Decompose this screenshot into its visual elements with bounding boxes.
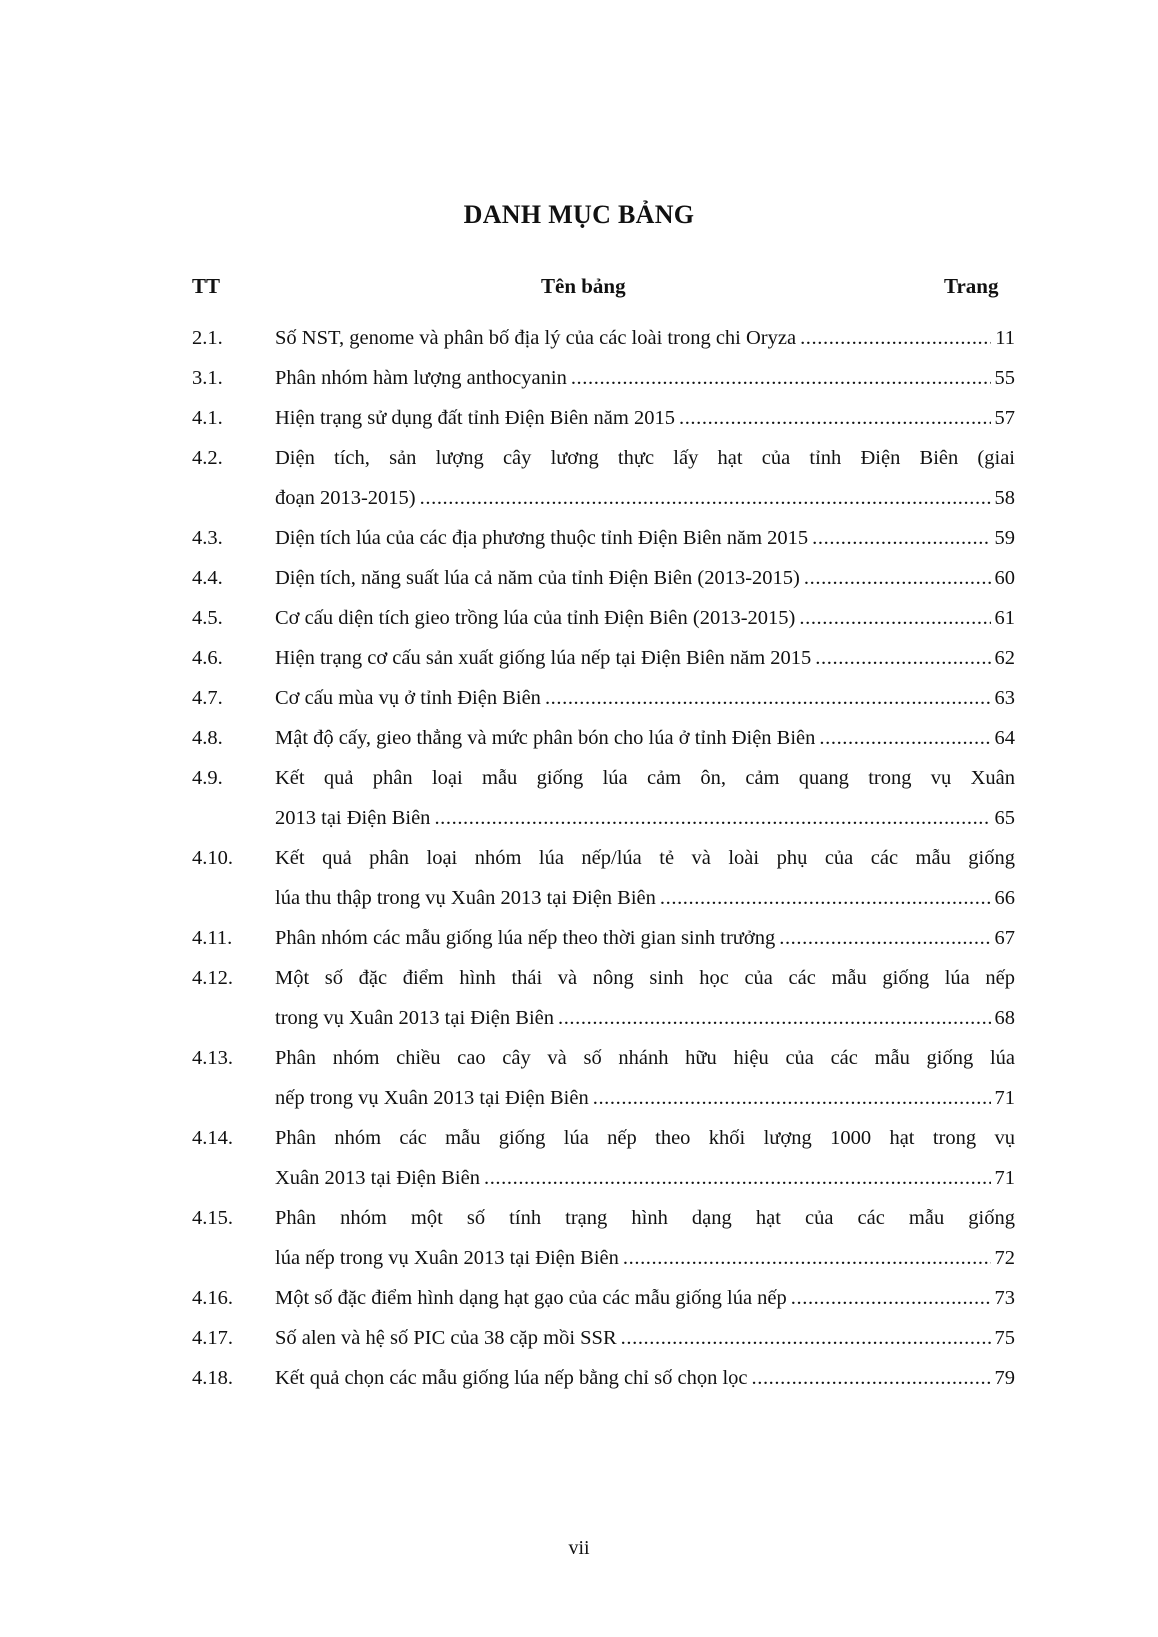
entry-title-line: Một số đặc điểm hình thái và nông sinh học của các mẫu giống lúa nếp [275, 967, 1015, 989]
entry-number: 2.1. [192, 327, 223, 349]
entry-number: 4.11. [192, 927, 233, 949]
entry-number: 4.3. [192, 527, 223, 549]
entry-leader-line [275, 1358, 1015, 1398]
dot-leader [799, 598, 990, 638]
dot-leader [621, 1318, 991, 1358]
entry-title [275, 438, 1015, 518]
list-item[interactable] [192, 598, 1015, 638]
entry-page-number: 65 [994, 807, 1015, 829]
entry-title [275, 1118, 1015, 1198]
entry-title-line: Kết quả phân loại nhóm lúa nếp/lúa tẻ và loài phụ của các mẫu giống [275, 847, 1015, 869]
list-item[interactable] [192, 758, 1015, 838]
entry-title-line: Hiện trạng cơ cấu sản xuất giống lúa nếp tại Điện Biên năm 2015 [275, 647, 812, 669]
entry-title [275, 1198, 1015, 1278]
entry-title [275, 1278, 1015, 1318]
entry-title-line: lúa nếp trong vụ Xuân 2013 tại Điện Biên [275, 1247, 619, 1269]
list-item[interactable] [192, 718, 1015, 758]
entry-title [275, 958, 1015, 1038]
entry-title-line: Phân nhóm các mẫu giống lúa nếp theo khối lượng 1000 hạt trong vụ [275, 1127, 1015, 1149]
dot-leader [791, 1278, 991, 1318]
entry-number: 4.9. [192, 767, 223, 789]
entry-leader-line [275, 598, 1015, 638]
dot-leader [812, 518, 990, 558]
entry-leader-line [275, 558, 1015, 598]
entry-page-number: 58 [994, 487, 1015, 509]
dot-leader [420, 478, 991, 518]
entry-title-line: Diện tích, sản lượng cây lương thực lấy hạt của tỉnh Điện Biên (giai [275, 447, 1015, 469]
entry-title [275, 598, 1015, 638]
entry-title-line: đoạn 2013-2015) [275, 487, 416, 509]
entry-number: 4.18. [192, 1367, 233, 1389]
column-header-page: Trang [944, 274, 999, 298]
entry-title [275, 718, 1015, 758]
entry-title-line: Phân nhóm các mẫu giống lúa nếp theo thời gian sinh trưởng [275, 927, 776, 949]
dot-leader [819, 718, 990, 758]
list-item[interactable] [192, 358, 1015, 398]
list-item[interactable] [192, 1358, 1015, 1398]
entry-page-number: 60 [994, 567, 1015, 589]
dot-leader [571, 358, 991, 398]
entry-title-line: Hiện trạng sử dụng đất tỉnh Điện Biên năm 2015 [275, 407, 675, 429]
entry-number: 4.1. [192, 407, 223, 429]
entry-title-line: Cơ cấu mùa vụ ở tỉnh Điện Biên [275, 687, 541, 709]
entry-title-line: Xuân 2013 tại Điện Biên [275, 1167, 480, 1189]
entry-title-line: Số NST, genome và phân bố địa lý của các loài trong chi Oryza [275, 327, 797, 349]
list-item[interactable] [192, 1038, 1015, 1118]
dot-leader [484, 1158, 991, 1198]
dot-leader [815, 638, 990, 678]
dot-leader [660, 878, 991, 918]
entry-title-line: Cơ cấu diện tích gieo trồng lúa của tỉnh Điện Biên (2013-2015) [275, 607, 796, 629]
entry-leader-line [275, 1318, 1015, 1358]
entry-number: 4.5. [192, 607, 223, 629]
entry-leader-line [275, 798, 1015, 838]
entry-number: 4.15. [192, 1207, 233, 1229]
entry-leader-line [275, 478, 1015, 518]
entry-number: 4.13. [192, 1047, 233, 1069]
list-item[interactable] [192, 918, 1015, 958]
entry-leader-line [275, 678, 1015, 718]
entry-title [275, 318, 1015, 358]
entry-page-number: 79 [994, 1367, 1015, 1389]
entry-title [275, 1318, 1015, 1358]
entry-title [275, 838, 1015, 918]
entry-page-number: 63 [994, 687, 1015, 709]
page-number: vii [568, 1537, 590, 1559]
entry-title-line: Phân nhóm một số tính trạng hình dạng hạt của các mẫu giống [275, 1207, 1015, 1229]
entry-page-number: 57 [994, 407, 1015, 429]
entry-title-line: Số alen và hệ số PIC của 38 cặp mồi SSR [275, 1327, 617, 1349]
entry-page-number: 67 [994, 927, 1015, 949]
entry-leader-line [275, 518, 1015, 558]
list-item[interactable] [192, 678, 1015, 718]
list-item[interactable] [192, 1318, 1015, 1358]
entry-title [275, 398, 1015, 438]
entry-page-number: 75 [994, 1327, 1015, 1349]
entry-number: 4.12. [192, 967, 233, 989]
list-item[interactable] [192, 438, 1015, 518]
entry-number: 3.1. [192, 367, 223, 389]
entry-title [275, 638, 1015, 678]
list-item[interactable] [192, 558, 1015, 598]
entry-number: 4.8. [192, 727, 223, 749]
entry-title-line: Diện tích, năng suất lúa cả năm của tỉnh Điện Biên (2013-2015) [275, 567, 800, 589]
entry-leader-line [275, 998, 1015, 1038]
list-item[interactable] [192, 958, 1015, 1038]
entry-leader-line [275, 1158, 1015, 1198]
entry-page-number: 73 [994, 1287, 1015, 1309]
entry-title-line: Một số đặc điểm hình dạng hạt gạo của các mẫu giống lúa nếp [275, 1287, 787, 1309]
entry-number: 4.6. [192, 647, 223, 669]
entry-number: 4.16. [192, 1287, 233, 1309]
list-item[interactable] [192, 1118, 1015, 1198]
dot-leader [679, 398, 991, 438]
entry-title-line: nếp trong vụ Xuân 2013 tại Điện Biên [275, 1087, 589, 1109]
dot-leader [558, 998, 991, 1038]
entry-page-number: 66 [994, 887, 1015, 909]
entry-title-line: Kết quả phân loại mẫu giống lúa cảm ôn, cảm quang trong vụ Xuân [275, 767, 1015, 789]
entry-leader-line [275, 878, 1015, 918]
entry-title-line: lúa thu thập trong vụ Xuân 2013 tại Điện Biên [275, 887, 656, 909]
column-header-tt: TT [192, 274, 221, 298]
entry-page-number: 72 [994, 1247, 1015, 1269]
dot-leader [623, 1238, 991, 1278]
dot-leader [779, 918, 990, 958]
page-title: DANH MỤC BẢNG [463, 200, 695, 229]
entry-page-number: 64 [994, 727, 1015, 749]
list-item[interactable] [192, 518, 1015, 558]
entry-page-number: 55 [994, 367, 1015, 389]
list-item[interactable] [192, 398, 1015, 438]
entry-page-number: 68 [994, 1007, 1015, 1029]
entry-leader-line [275, 358, 1015, 398]
entry-title [275, 1358, 1015, 1398]
entry-title [275, 758, 1015, 838]
entry-page-number: 62 [994, 647, 1015, 669]
entry-number: 4.14. [192, 1127, 233, 1149]
entry-title [275, 558, 1015, 598]
list-item[interactable] [192, 1278, 1015, 1318]
entry-leader-line [275, 918, 1015, 958]
entry-page-number: 61 [994, 607, 1015, 629]
entry-title [275, 358, 1015, 398]
entry-page-number: 59 [994, 527, 1015, 549]
entry-number: 4.2. [192, 447, 223, 469]
entry-page-number: 71 [994, 1087, 1015, 1109]
entry-title-line: Kết quả chọn các mẫu giống lúa nếp bằng chỉ số chọn lọc [275, 1367, 748, 1389]
dot-leader [434, 798, 990, 838]
entry-title [275, 678, 1015, 718]
entry-number: 4.7. [192, 687, 223, 709]
entry-leader-line [275, 718, 1015, 758]
list-item[interactable] [192, 638, 1015, 678]
entry-title-line: Phân nhóm hàm lượng anthocyanin [275, 367, 567, 389]
entry-title [275, 518, 1015, 558]
entry-title-line: Mật độ cấy, gieo thẳng và mức phân bón cho lúa ở tỉnh Điện Biên [275, 727, 816, 749]
entry-leader-line [275, 1078, 1015, 1118]
entry-title-line: 2013 tại Điện Biên [275, 807, 431, 829]
entry-number: 4.4. [192, 567, 223, 589]
list-item[interactable] [192, 838, 1015, 918]
entry-title [275, 1038, 1015, 1118]
list-item[interactable] [192, 1198, 1015, 1278]
dot-leader [593, 1078, 991, 1118]
entry-leader-line [275, 398, 1015, 438]
list-item[interactable] [192, 318, 1015, 358]
entry-title-line: Diện tích lúa của các địa phương thuộc tỉnh Điện Biên năm 2015 [275, 527, 809, 549]
dot-leader [800, 318, 991, 358]
entry-title [275, 918, 1015, 958]
entry-number: 4.17. [192, 1327, 233, 1349]
dot-leader [752, 1358, 991, 1398]
dot-leader [545, 678, 991, 718]
entry-title-line: Phân nhóm chiều cao cây và số nhánh hữu hiệu của các mẫu giống lúa [275, 1047, 1015, 1069]
entry-leader-line [275, 318, 1015, 358]
entry-page-number: 71 [994, 1167, 1015, 1189]
entry-leader-line [275, 1238, 1015, 1278]
entry-page-number: 11 [995, 327, 1015, 349]
dot-leader [804, 558, 991, 598]
entry-leader-line [275, 1278, 1015, 1318]
entry-leader-line [275, 638, 1015, 678]
column-header-table-name: Tên bảng [541, 274, 626, 298]
table-list [192, 318, 1015, 1398]
entry-title-line: trong vụ Xuân 2013 tại Điện Biên [275, 1007, 554, 1029]
entry-number: 4.10. [192, 847, 233, 869]
